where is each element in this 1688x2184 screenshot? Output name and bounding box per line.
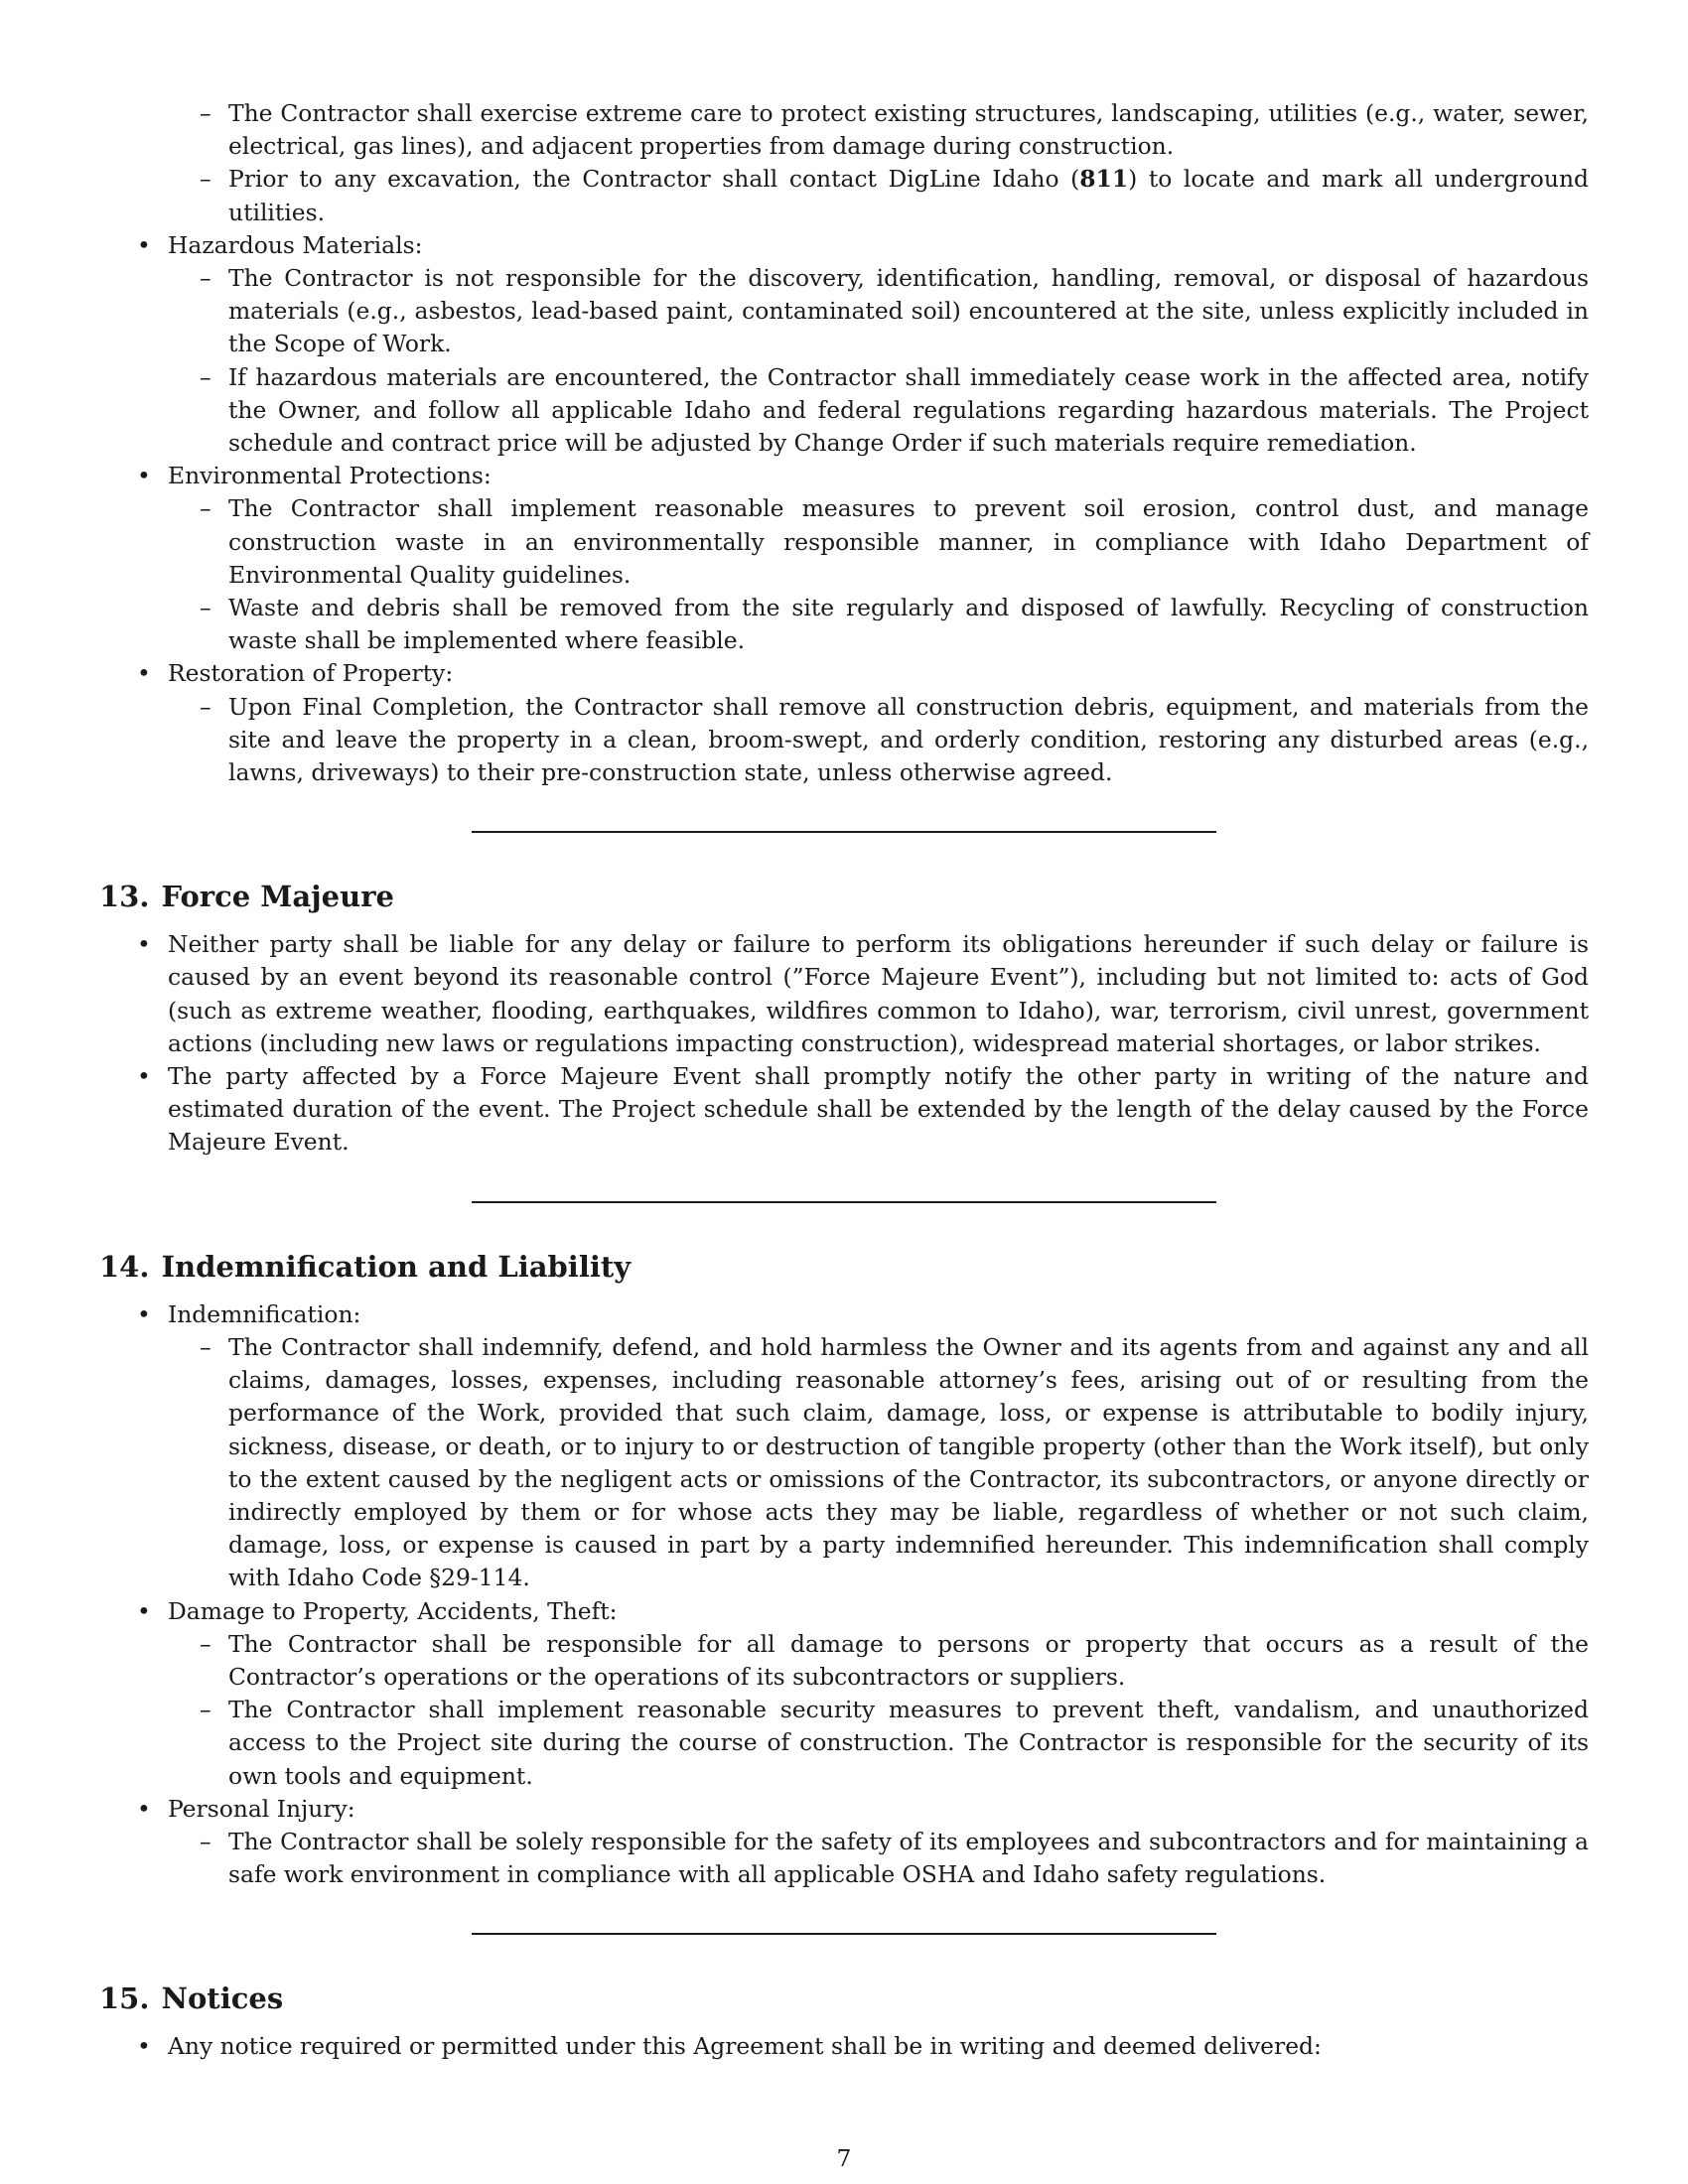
item-label: Environmental Protections: [168, 462, 492, 490]
item-label: Hazardous Materials: [168, 230, 423, 259]
list-item: – The Contractor shall exercise extreme care to protect existing structures, landscaping, utilities (e.g., water, sewer, electrical, gas lines), and adjacent properties from damage during construction. [168, 97, 1589, 163]
section-13-list [99, 928, 1589, 1159]
item-label: Restoration of Property: [168, 659, 454, 688]
continuation-list [99, 229, 1589, 789]
list-item: – The Contractor shall implement reasonable measures to prevent soil erosion, control dust, and manage construction waste in an environmentally responsible manner, in compliance with Idaho Department of Environmental Quality guidelines. [168, 492, 1589, 592]
sub-list [168, 492, 1589, 657]
list-item-environmental [99, 460, 1589, 657]
item-label: Damage to Property, Accidents, Theft: [168, 1596, 618, 1625]
list-item: – The Contractor shall indemnify, defend, and hold harmless the Owner and its agents from and against any and all claims, damages, losses, expenses, including reasonable attorney’s fees, arising out of or resulting from the performance of the Work, provided that such claim, damage, loss, or expense is attributable to bodily injury, sickness, disease, or death, or to injury to or destruction of tangible property (other than the Work itself), but only to the extent caused by the negligent acts or omissions of the Contractor, its subcontractors, or anyone directly or indirectly employed by them or for whose acts they may be liable, regardless of whether or not such claim, damage, loss, or expense is caused in part by a party indemnified hereunder. This indemnification shall comply with Idaho Code §29-114. [168, 1331, 1589, 1595]
section-title: Notices [161, 1981, 284, 2016]
phone-number: 811 [1079, 165, 1129, 194]
text-run: ) to locate and mark all underground utilities. [228, 165, 1589, 226]
section-divider [472, 1201, 1216, 1203]
list-item-damage [99, 1595, 1589, 1793]
text-run: Prior to any excavation, the Contractor shall contact DigLine Idaho ( [228, 165, 1080, 194]
list-item: – Upon Final Completion, the Contractor shall remove all construction debris, equipment, and materials from the site and leave the property in a clean, broom-swept, and orderly condition, restoring any disturbed areas (e.g., lawns, driveways) to their pre-construction state, unless otherwise agreed. [168, 691, 1589, 790]
sub-list [168, 262, 1589, 460]
list-item-hazardous [99, 229, 1589, 460]
section-number: 15. [99, 1981, 150, 2016]
list-item-personal-injury [99, 1793, 1589, 1892]
section-divider [472, 1933, 1216, 1935]
section-heading-14 [99, 1249, 1589, 1285]
page-number: 7 [836, 2144, 852, 2172]
sub-list [168, 1826, 1589, 1891]
section-number: 13. [99, 880, 150, 914]
list-item: – Waste and debris shall be removed from the site regularly and disposed of lawfully. Recycling of construction waste shall be implemented where feasible. [168, 592, 1589, 657]
section-heading-15 [99, 1980, 1589, 2016]
item-label: Personal Injury: [168, 1794, 355, 1823]
list-item [168, 163, 1589, 228]
section-heading-13 [99, 879, 1589, 914]
list-item-restoration [99, 657, 1589, 789]
list-item: – The Contractor shall implement reasonable security measures to prevent theft, vandalism, and unauthorized access to the Project site during the course of construction. The Contractor is responsible for the security of its own tools and equipment. [168, 1694, 1589, 1793]
list-item: – The Contractor shall be solely responsible for the safety of its employees and subcontractors and for maintaining a safe work environment in compliance with all applicable OSHA and Idaho safety regulations. [168, 1826, 1589, 1891]
list-item: • The party affected by a Force Majeure Event shall promptly notify the other party in writing of the nature and estimated duration of the event. The Project schedule shall be extended by the length of the delay caused by the Force Majeure Event. [99, 1060, 1589, 1160]
section-divider [472, 831, 1216, 833]
section-14-list [99, 1298, 1589, 1892]
sub-list [168, 691, 1589, 790]
site-protection-list [99, 97, 1589, 229]
section-15-list [99, 2030, 1589, 2063]
section-title: Force Majeure [161, 880, 394, 914]
list-item: • Neither party shall be liable for any delay or failure to perform its obligations hereunder if such delay or failure is caused by an event beyond its reasonable control (”Force Majeure Event”), including but not limited to: acts of God (such as extreme weather, flooding, earthquakes, wildfires common to Idaho), war, terrorism, civil unrest, government actions (including new laws or regulations impacting construction), widespread material shortages, or labor strikes. [99, 928, 1589, 1060]
list-item: – The Contractor is not responsible for the discovery, identification, handling, removal, or disposal of hazardous materials (e.g., asbestos, lead-based paint, contaminated soil) encountered at the site, unless explicitly included in the Scope of Work. [168, 262, 1589, 361]
document-page [99, 97, 1589, 2064]
list-item: – If hazardous materials are encountered, the Contractor shall immediately cease work in the affected area, notify the Owner, and follow all applicable Idaho and federal regulations regarding hazardous materials. The Project schedule and contract price will be adjusted by Change Order if such materials require remediation. [168, 361, 1589, 461]
list-item: – The Contractor shall be responsible for all damage to persons or property that occurs as a result of the Contractor’s operations or the operations of its subcontractors or suppliers. [168, 1628, 1589, 1694]
section-number: 14. [99, 1249, 150, 1284]
item-label: Indemnification: [168, 1299, 361, 1328]
sub-list [168, 1628, 1589, 1793]
list-item: • Any notice required or permitted under this Agreement shall be in writing and deemed delivered: [99, 2030, 1589, 2063]
list-item-indemnification [99, 1298, 1589, 1595]
section-title: Indemnification and Liability [161, 1249, 632, 1284]
sub-list [168, 1331, 1589, 1595]
